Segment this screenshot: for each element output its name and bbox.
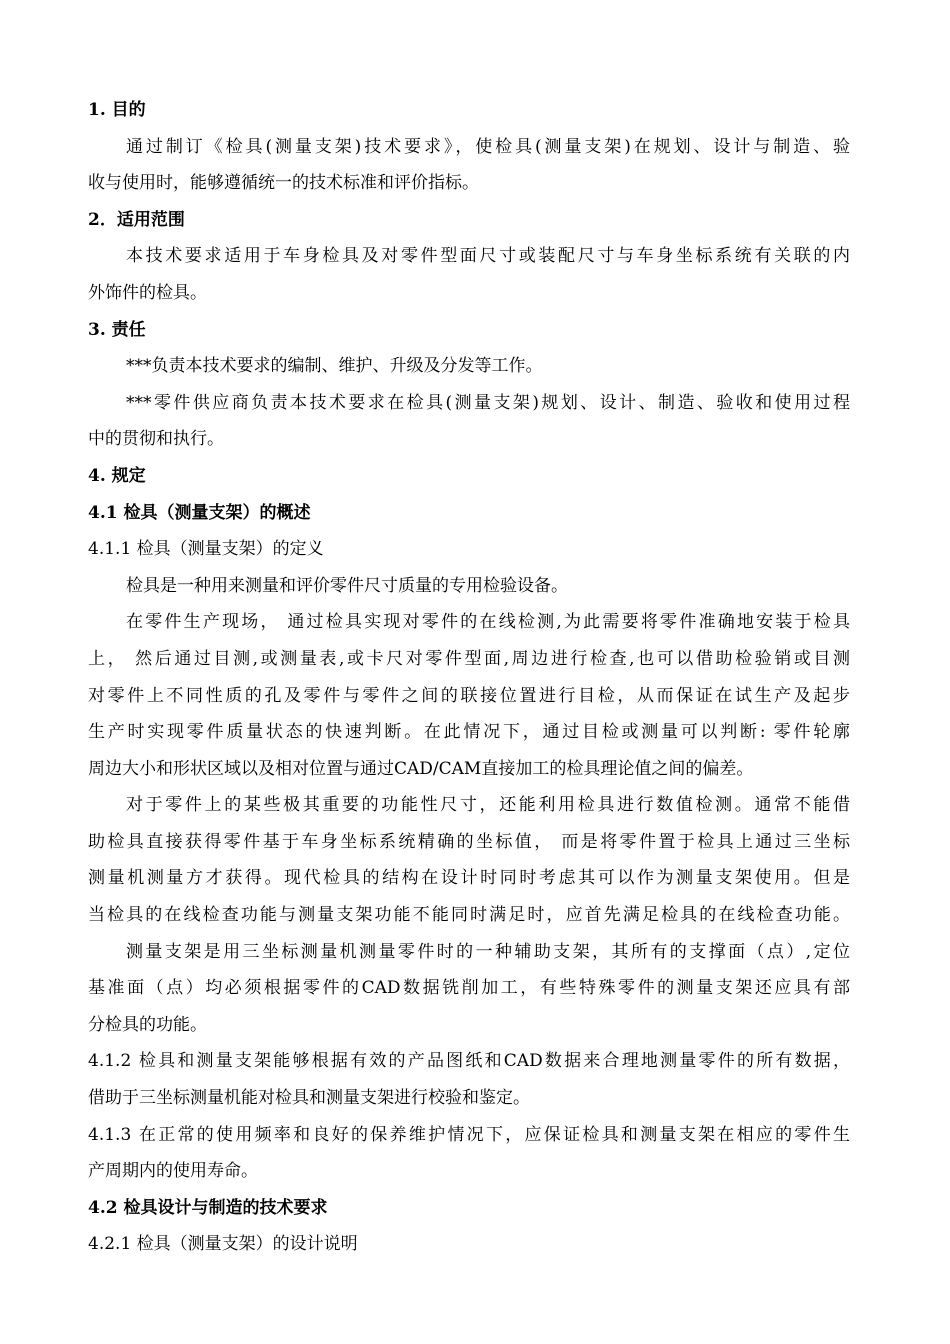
paragraph-line: 产周期内的使用寿命。 [88,1161,258,1182]
paragraph-line: 检具是一种用来测量和评价零件尺寸质量的专用检验设备。 [126,575,568,596]
paragraph-line: ***负责本技术要求的编制、维护、升级及分发等工作。 [126,356,543,377]
paragraph-line: 当检具的在线检查功能与测量支架功能不能同时满足时，应首先满足检具的在线检查功能。 [88,905,850,926]
paragraph-line: 4.2.1 检具（测量支架）的设计说明 [88,1234,358,1255]
paragraph-line: 在零件生产现场， 通过检具实现对零件的在线检测,为此需要将零件准确地安装于检具 [126,612,850,633]
section-heading: 3. 责任 [88,319,146,340]
paragraph-line: 上， 然后通过目测,或测量表,或卡尺对零件型面,周边进行检查,也可以借助检验销或目测 [88,648,850,669]
paragraph-line: 对于零件上的某些极其重要的功能性尺寸，还能利用检具进行数值检测。通常不能借 [126,795,850,816]
paragraph-line: 测量支架是用三坐标测量机测量零件时的一种辅助支架，其所有的支撑面（点）,定位 [126,941,850,962]
paragraph-line: 4.1.1 检具（测量支架）的定义 [88,539,324,560]
paragraph-line: 外饰件的检具。 [88,282,207,303]
paragraph-line: 周边大小和形状区域以及相对位置与通过CAD/CAM直接加工的检具理论值之间的偏差。 [88,758,754,779]
paragraph-line: 4.1.3 在正常的使用频率和良好的保养维护情况下，应保证检具和测量支架在相应的零件生 [88,1124,850,1145]
paragraph-line: 通过制订《检具(测量支架)技术要求》，使检具(测量支架)在规划、设计与制造、验 [126,136,850,157]
paragraph-line: 本技术要求适用于车身检具及对零件型面尺寸或装配尺寸与车身坐标系统有关联的内 [126,246,850,267]
section-heading: 4.2 检具设计与制造的技术要求 [88,1197,328,1218]
section-heading: 4. 规定 [88,465,146,486]
paragraph-line: 分检具的功能。 [88,1014,207,1035]
paragraph-line: 测量机测量方才获得。现代检具的结构在设计时同时考虑其可以作为测量支架使用。但是 [88,868,850,889]
document-page [88,92,850,1263]
section-heading: 1. 目的 [88,100,146,120]
paragraph-line: 中的贯彻和执行。 [88,429,224,450]
paragraph-line: 4.1.2 检具和测量支架能够根据有效的产品图纸和CAD数据来合理地测量零件的所有数据， [88,1051,850,1072]
paragraph-line: 借助于三坐标测量机能对检具和测量支架进行校验和鉴定。 [88,1088,530,1109]
paragraph-line: 收与使用时，能够遵循统一的技术标准和评价指标。 [88,173,479,194]
section-heading: 2．适用范围 [88,209,185,230]
section-heading: 4.1 检具（测量支架）的概述 [88,502,311,523]
paragraph-line: 生产时实现零件质量状态的快速判断。在此情况下，通过目检或测量可以判断: 零件轮廓 [88,722,850,743]
paragraph-line: ***零件供应商负责本技术要求在检具(测量支架)规划、设计、制造、验收和使用过程 [126,392,850,413]
paragraph-line: 基准面（点）均必须根据零件的CAD数据铣削加工，有些特殊零件的测量支架还应具有部 [88,978,850,999]
paragraph-line: 助检具直接获得零件基于车身坐标系统精确的坐标值， 而是将零件置于检具上通过三坐标 [88,831,850,852]
paragraph-line: 对零件上不同性质的孔及零件与零件之间的联接位置进行目检，从而保证在试生产及起步 [88,685,850,706]
